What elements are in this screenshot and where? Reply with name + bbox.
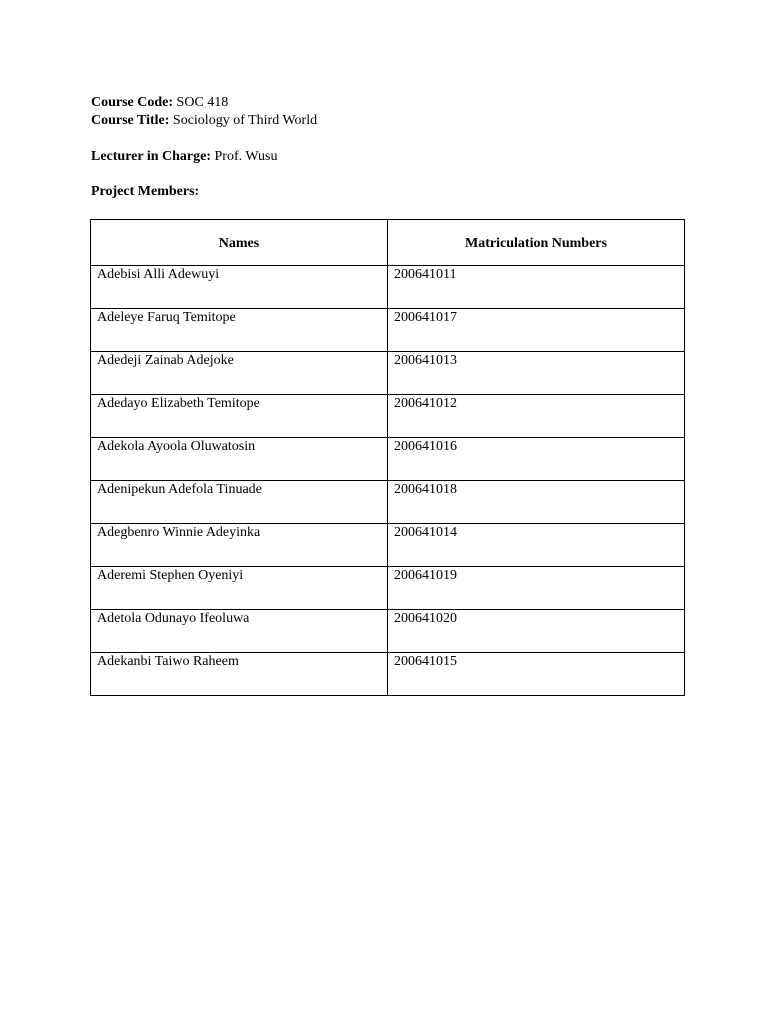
project-members-label: Project Members: [91, 184, 200, 199]
member-matric-number: 200641012 [388, 395, 685, 438]
table-row [91, 352, 685, 395]
table-row [91, 395, 685, 438]
member-name: Adenipekun Adefola Tinuade [91, 481, 388, 524]
lecturer-line [91, 148, 277, 166]
project-members-heading [91, 183, 199, 201]
course-code-label: Course Code: [91, 95, 174, 110]
member-name: Adedayo Elizabeth Temitope [91, 395, 388, 438]
table-row [91, 481, 685, 524]
course-title-line [91, 112, 317, 130]
lecturer-label: Lecturer in Charge: [91, 149, 212, 164]
table-row [91, 438, 685, 481]
member-matric-number: 200641015 [388, 653, 685, 696]
header-matric-numbers: Matriculation Numbers [388, 220, 685, 266]
table-row [91, 266, 685, 309]
table-row [91, 610, 685, 653]
member-name: Aderemi Stephen Oyeniyi [91, 567, 388, 610]
member-matric-number: 200641017 [388, 309, 685, 352]
member-name: Adedeji Zainab Adejoke [91, 352, 388, 395]
members-table [90, 219, 685, 696]
member-name: Adekola Ayoola Oluwatosin [91, 438, 388, 481]
course-code-line [91, 94, 228, 112]
member-matric-number: 200641014 [388, 524, 685, 567]
table-header-row [91, 220, 685, 266]
member-matric-number: 200641016 [388, 438, 685, 481]
table-row [91, 524, 685, 567]
member-name: Adekanbi Taiwo Raheem [91, 653, 388, 696]
member-name: Adetola Odunayo Ifeoluwa [91, 610, 388, 653]
header-names: Names [91, 220, 388, 266]
lecturer-value: Prof. Wusu [214, 149, 278, 164]
member-matric-number: 200641011 [388, 266, 685, 309]
member-matric-number: 200641020 [388, 610, 685, 653]
member-matric-number: 200641019 [388, 567, 685, 610]
member-name: Adeleye Faruq Temitope [91, 309, 388, 352]
member-matric-number: 200641018 [388, 481, 685, 524]
table-row [91, 653, 685, 696]
member-name: Adebisi Alli Adewuyi [91, 266, 388, 309]
member-name: Adegbenro Winnie Adeyinka [91, 524, 388, 567]
table-row [91, 567, 685, 610]
member-matric-number: 200641013 [388, 352, 685, 395]
course-code-value: SOC 418 [176, 95, 229, 110]
table-row [91, 309, 685, 352]
course-title-value: Sociology of Third World [172, 113, 318, 128]
course-title-label: Course Title: [91, 113, 170, 128]
